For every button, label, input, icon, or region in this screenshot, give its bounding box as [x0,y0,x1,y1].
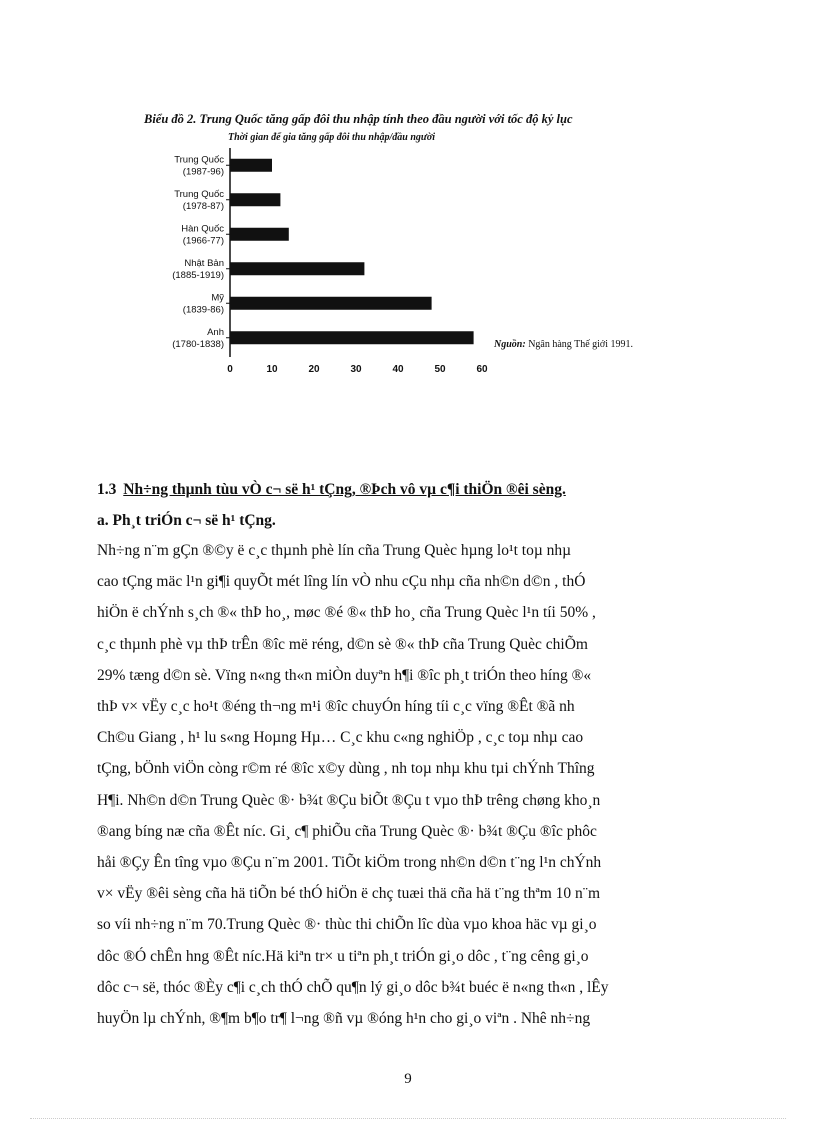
paragraph-line: Nh÷ng n¨m gÇn ®©y ë c¸c thµnh phè lín cña Trung Quèc hµng lo¹t toµ nhµ [97,542,572,559]
section-number: 1.3 [97,481,117,498]
category-label: Mỹ [211,292,224,304]
category-label: Hàn Quốc [181,223,224,235]
bar [230,297,432,310]
category-period-label: (1978-87) [182,200,224,212]
category-period-label: (1839-86) [182,304,224,316]
x-tick-label: 50 [434,364,446,375]
chart-subtitle: Thời gian để gia tăng gấp đôi thu nhập/đầu người [228,132,436,143]
bar [230,331,474,344]
paragraph-line: so víi nh÷ng n¨m 70.Trung Quèc ®· thùc thi chiÕn lîc dùa vµo khoa häc vµ gi¸o [97,916,597,934]
paragraph-line: dôc c¬ së, thóc ®Èy c¶i c¸ch thÓ chÕ qu¶n lý gi¸o dôc b¾t buéc ë n«ng th«n , lÊy [97,978,609,996]
bar [230,228,289,241]
category-label: Trung Quốc [174,154,224,166]
paragraph-line: c¸c thµnh phè vµ thÞ trÊn ®îc më réng, d©n sè ®« thÞ cña Trung Quèc chiÕm [97,635,588,653]
paragraph-line: Ch©u Giang , h¹ lu s«ng Hoµng Hµ… C¸c khu c«ng nghiÖp , c¸c toµ nhµ cao [97,729,584,747]
category-label: Trung Quốc [174,188,224,200]
x-tick-label: 30 [350,364,362,375]
subsection-heading: a. Ph¸t triÓn c¬ së h¹ tÇng. [97,512,276,529]
paragraph-line: ®ang bíng næ cña ®Êt níc. Gi¸ c¶ phiÕu cña Trung Quèc ®· b¾t ®Çu ®îc phôc [97,822,597,840]
page-divider [30,1118,786,1119]
paragraph-line: thÞ v× vËy c¸c ho¹t ®éng th¬ng m¹i ®îc chuyÓn híng tíi c¸c vïng ®Êt ®ã nh [97,698,575,715]
paragraph-line: H¶i. Nh©n d©n Trung Quèc ®· b¾t ®Çu biÕt ®Çu t vµo thÞ trêng chøng kho¸n [97,791,601,809]
category-period-label: (1966-77) [182,235,224,247]
chart-title: Biểu đồ 2. Trung Quốc tăng gấp đôi thu nhập tính theo đầu người với tốc độ kỷ lục [144,112,573,126]
category-period-label: (1987-96) [182,166,224,178]
paragraph-line: huyÖn lµ chÝnh, ®¶m b¶o tr¶ l¬ng ®ñ vµ ®óng h¹n cho gi¸o viªn . Nhê nh÷ng [97,1010,591,1027]
category-period-label: (1885-1919) [172,269,224,281]
bar-chart [140,108,680,383]
paragraph-line: håi ®Çy Ên tîng vµo ®Çu n¨m 2001. TiÕt kiÖm trong nh©n d©n t¨ng l¹n chÝnh [97,854,602,871]
paragraph-line: cao tÇng mäc l¹n gi¶i quyÕt mét lîng lín vÒ nhu cÇu nhµ cña nh©n d©n , thÓ [97,573,586,591]
x-tick-label: 0 [227,364,233,375]
paragraph-line: hiÖn ë chÝnh s¸ch ®« thÞ ho¸, møc ®é ®« thÞ ho¸ cña Trung Quèc l¹n tíi 50% , [97,604,596,622]
x-tick-label: 40 [392,364,404,375]
paragraph-line: dôc ®Ó chÊn hng ®Êt níc.Hä kiªn tr× u tiªn ph¸t triÓn gi¸o dôc , t¨ng cêng gi¸o [97,947,589,965]
bar [230,159,272,172]
chart-source-text: Ngân hàng Thế giới 1991. [528,339,633,350]
chart-source-label: Nguồn: [494,339,526,350]
paragraph-line: v× vËy ®êi sèng cña hä tiÕn bé thÓ hiÖn ë chç tuæi thä cña hä t¨ng thªm 10 n¨m [97,885,601,903]
category-label: Nhật Bản [184,257,224,269]
paragraph-line: tÇng, bÖnh viÖn còng r©m ré ®îc x©y dùng , nh toµ nhµ khu tµi chÝnh Thîng [97,760,595,778]
x-tick-label: 60 [476,364,488,375]
category-label: Anh [207,326,224,338]
paragraph-line: 29% tæng d©n sè. Vïng n«ng th«n miÒn duyªn h¶i ®îc ph¸t triÓn theo híng ®« [97,666,592,684]
bar [230,262,364,275]
x-tick-label: 10 [266,364,278,375]
chart-source [494,339,633,350]
category-period-label: (1780-1838) [172,338,224,350]
x-tick-label: 20 [308,364,320,375]
bar [230,193,280,206]
section-title: Nh÷ng thµnh tùu vÒ c¬ së h¹ tÇng, ®Þch vô vµ c¶i thiÖn ®êi sèng. [123,481,566,498]
page-number: 9 [404,1071,412,1087]
section-heading [97,481,566,499]
